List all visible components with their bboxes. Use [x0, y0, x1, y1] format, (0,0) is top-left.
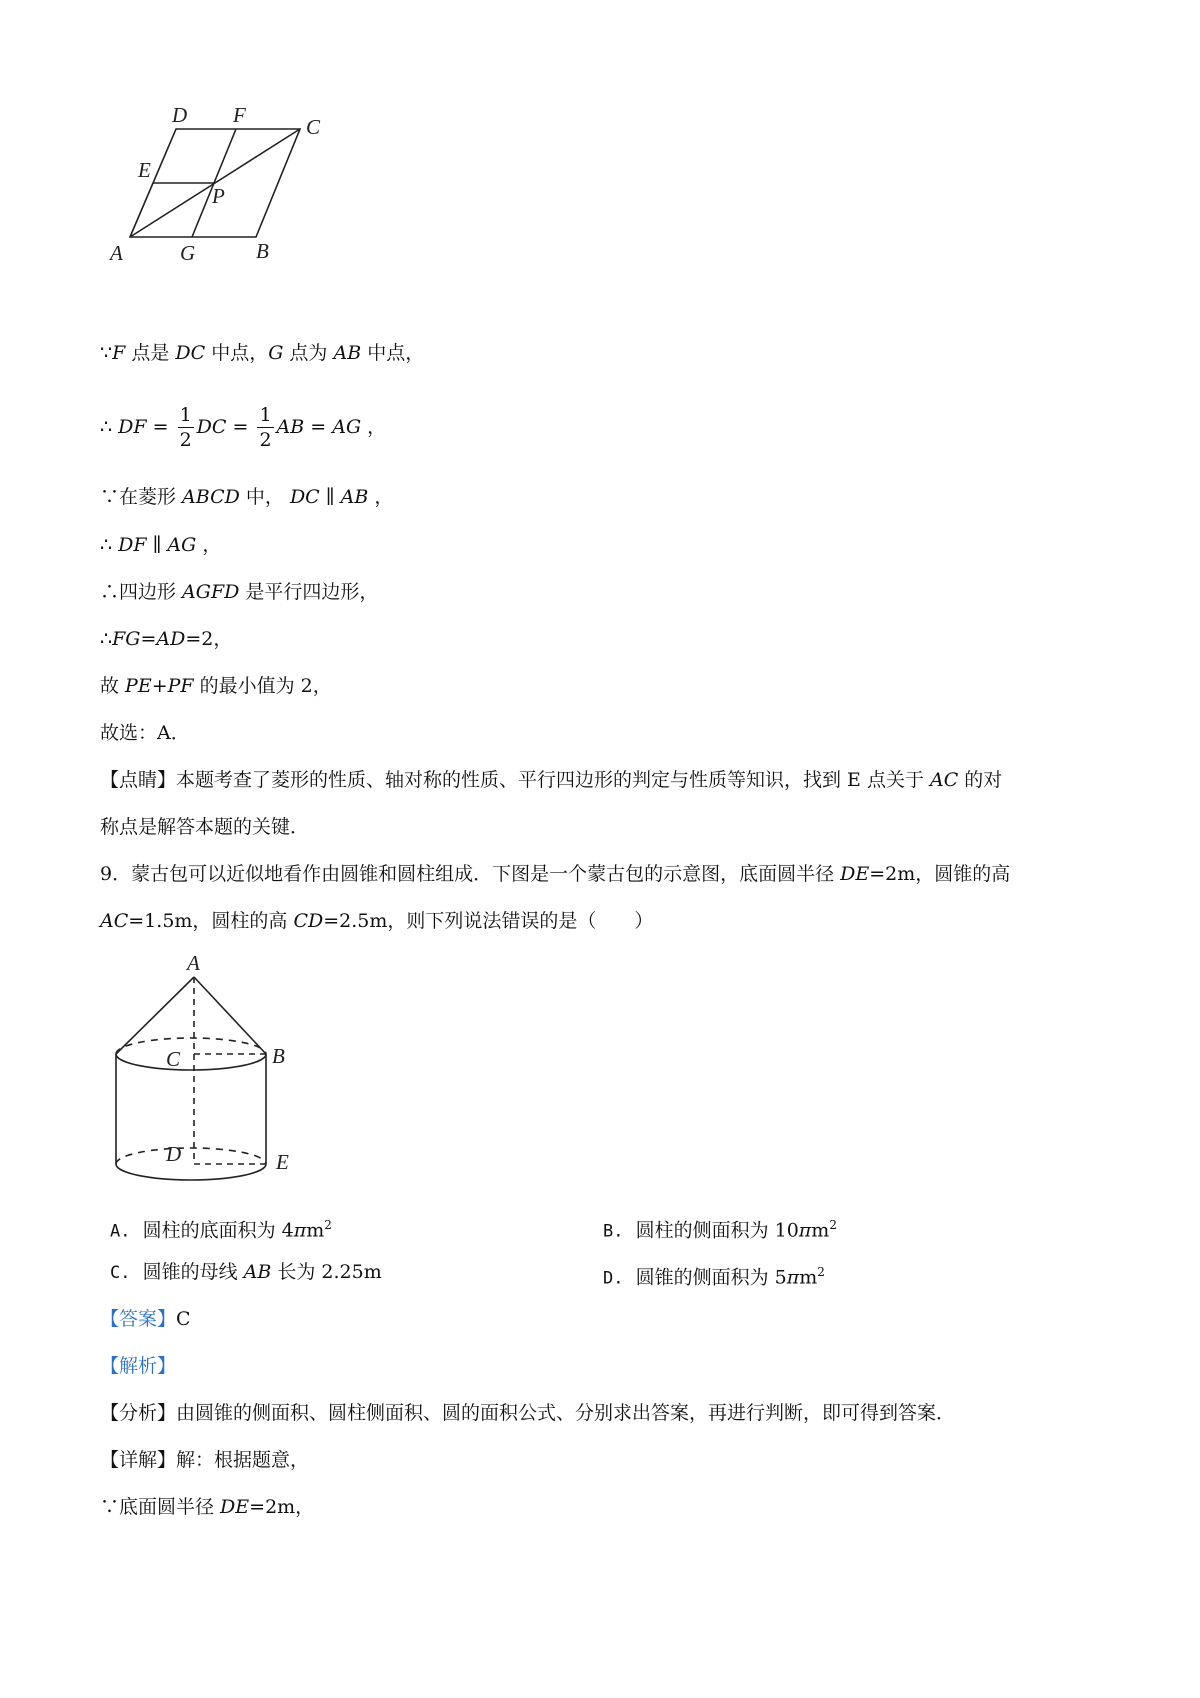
label-f: F [233, 103, 246, 127]
solution-line-1: ∵F 点是 DC 中点，G 点为 AB 中点， [100, 342, 425, 364]
answer-tag: 【答案】 [100, 1308, 177, 1330]
solution-line-2: ∴ DF = $\frac{1}{2}$ DC = $\frac{1}{2}$ AB = AG ， [100, 404, 387, 451]
label-d: D [172, 103, 188, 127]
answer-line [100, 1306, 191, 1332]
dianjing-line-1: 【点睛】本题考查了菱形的性质、轴对称的性质、平行四边形的判定与性质等知识，找到 E 点关于 AC 的对 [100, 769, 1003, 791]
yurt-figure [100, 950, 320, 1190]
bottom-ellipse-front [116, 1164, 266, 1180]
label-e2: E [276, 1150, 289, 1174]
question-9-line-1: 9．蒙古包可以近似地看作由圆锥和圆柱组成．下图是一个蒙古包的示意图，底面圆半径 DE=2m，圆锥的高 [100, 863, 1011, 885]
label-g: G [180, 241, 196, 265]
top-ellipse-back [116, 1038, 266, 1054]
question-9-line-2: AC=1.5m，圆柱的高 CD=2.5m，则下列说法错误的是（ ） [100, 910, 654, 932]
label-c: C [306, 115, 321, 139]
option-c: C. 圆锥的母线 AB 长为 2.25m [110, 1261, 382, 1283]
cone-left-edge [116, 977, 194, 1054]
solution-line-3: ∵在菱形 ABCD 中， DC ∥ AB ， [100, 486, 394, 508]
label-b: B [256, 239, 269, 263]
label-p: P [212, 184, 225, 208]
analysis-tag: 【解析】 [100, 1355, 177, 1377]
fraction-half-1: $\frac{1}{2}$ [179, 404, 192, 451]
label-a2: A [187, 951, 200, 975]
dianjing-line-2: 称点是解答本题的关键． [100, 816, 310, 838]
solution-line-7: 故 PE+PF 的最小值为 2， [100, 675, 332, 697]
fenxi-line: 【分析】由圆锥的侧面积、圆柱侧面积、圆的面积公式、分别求出答案，再进行判断，即可得到答案． [100, 1402, 956, 1424]
solution-line-5: ∴四边形 AGFD 是平行四边形， [100, 581, 379, 603]
option-b: B. 圆柱的侧面积为 $10\pi m^2$ [603, 1218, 837, 1242]
option-d: D. 圆锥的侧面积为 $5\pi m^2$ [603, 1265, 825, 1289]
top-ellipse-front [116, 1054, 266, 1070]
fraction-half-2: $\frac{1}{2}$ [259, 404, 272, 451]
label-d2: D [166, 1142, 182, 1166]
label-e: E [138, 158, 151, 182]
label-c2: C [166, 1047, 181, 1071]
solution-line-8: 故选：A． [100, 722, 190, 744]
label-b2: B [272, 1044, 285, 1068]
rhombus-figure [100, 100, 340, 270]
bottom-ellipse-back [116, 1148, 266, 1164]
solution-line-6: ∴FG=AD=2， [100, 628, 233, 650]
solution-line-4: ∴ DF ∥ AG ， [100, 534, 222, 556]
cone-right-edge [194, 977, 266, 1054]
last-line: ∵底面圆半径 DE=2m， [100, 1496, 315, 1518]
answer-value: C [176, 1308, 191, 1330]
xiangjie-line: 【详解】解：根据题意， [100, 1449, 310, 1471]
option-a: A. 圆柱的底面积为 $4\pi m^2$ [110, 1218, 332, 1242]
label-a: A [110, 241, 123, 265]
